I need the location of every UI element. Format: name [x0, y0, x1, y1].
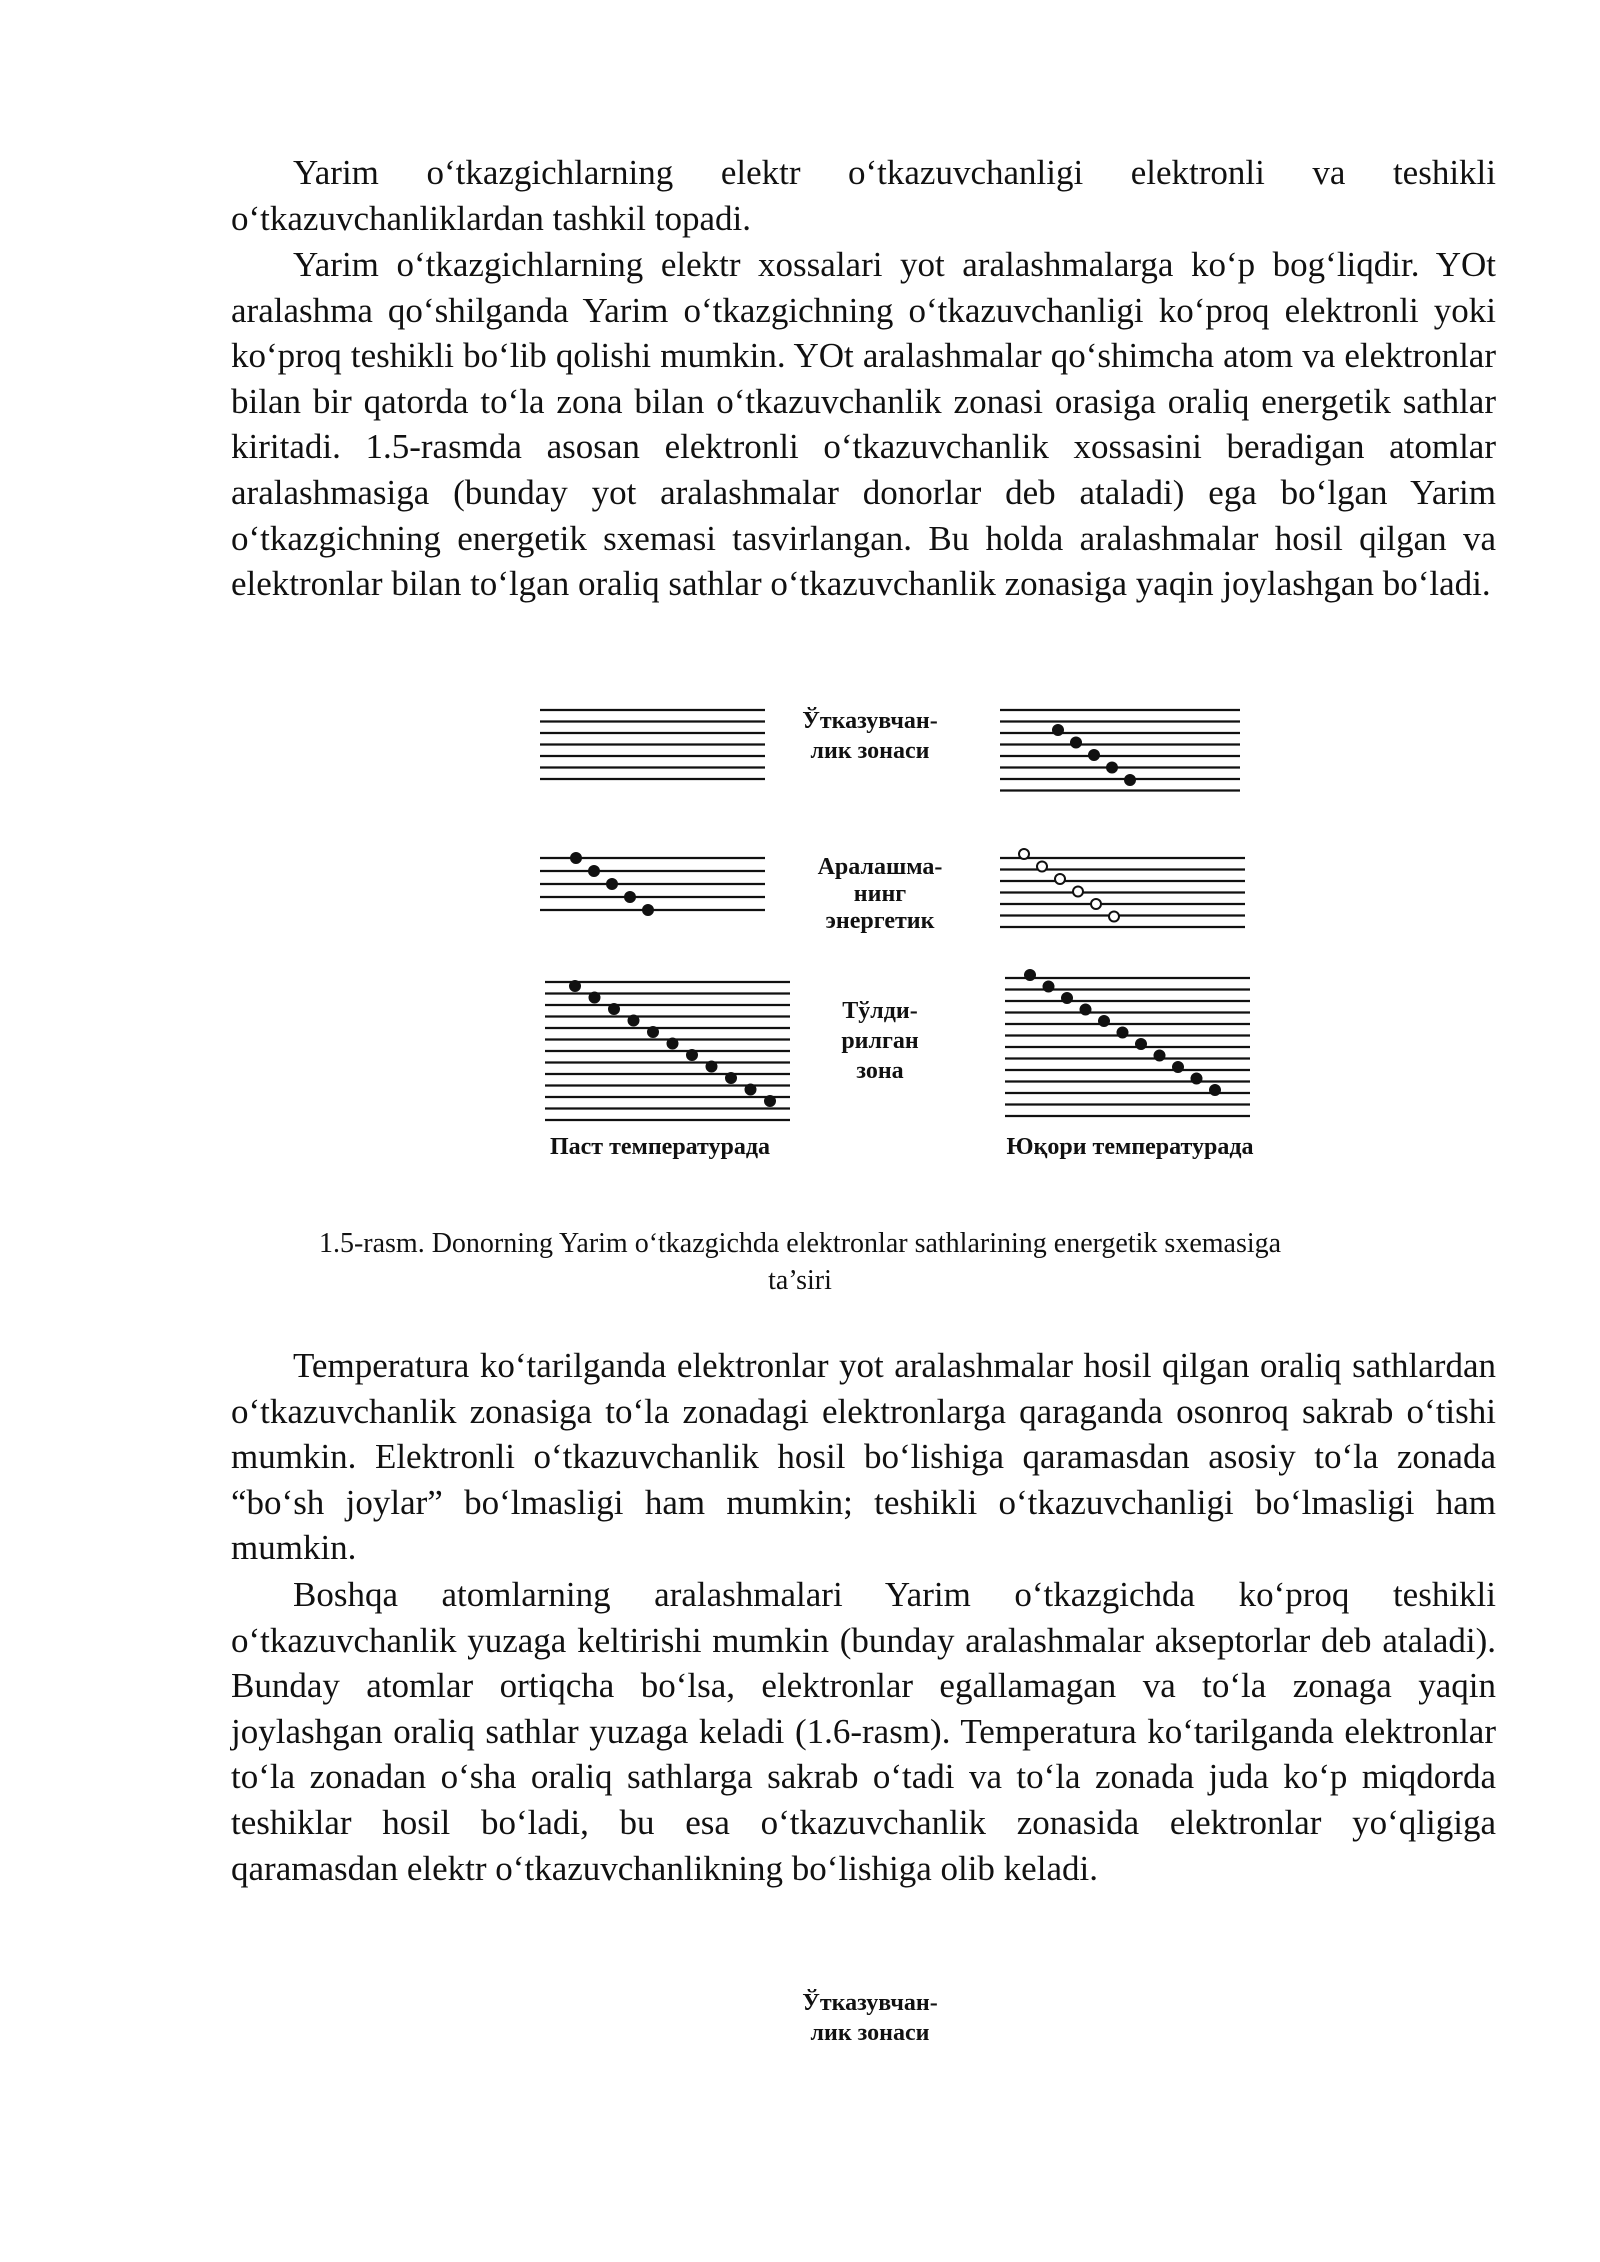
- next-figure-conduction-label: Ўтказувчан- лик зонаси: [802, 1990, 938, 2046]
- electron-dot: [643, 905, 653, 915]
- electron-dot: [726, 1073, 736, 1083]
- paragraph-3: Temperatura ko‘tarilganda elektronlar yot aralashmalar hosil qilgan oraliq sathlardan o‘tkazuvchanlik zonasiga to‘la zonadagi elektronlarga qaraganda osonroq sakrab o‘tishi mumkin. Elektronli o‘tkazuvchanlik hosil bo‘lishiga qaramasdan asosiy to‘la zonada “bo‘sh joylar” bo‘lmasligi ham mumkin; teshikli o‘tkazuvchanligi bo‘lmasligi ham mumkin.: [231, 1346, 1496, 1568]
- vacant-level-dot: [1055, 874, 1065, 884]
- electron-dot: [1192, 1074, 1202, 1084]
- electron-dot: [607, 879, 617, 889]
- vacant-level-dot: [1019, 849, 1029, 859]
- electron-dot: [687, 1050, 697, 1060]
- label-low-temperature: Паст температурада: [549, 1134, 771, 1160]
- paragraph-1: Yarim o‘tkazgichlarning elektr o‘tkazuvchanligi elektronli va teshikli o‘tkazuvchanliklardan tashkil topadi.: [231, 153, 1496, 238]
- electron-dot: [1155, 1051, 1165, 1061]
- electron-dot: [1025, 970, 1035, 980]
- vacant-level-dot: [1073, 887, 1083, 897]
- label-impurity-levels: Аралашма- нинг энергетик: [817, 854, 943, 934]
- electron-dot: [570, 981, 580, 991]
- electron-dot: [1089, 750, 1099, 760]
- electron-dot: [1136, 1039, 1146, 1049]
- electron-dot: [589, 866, 599, 876]
- electron-dot: [648, 1027, 658, 1037]
- electron-dot: [1107, 763, 1117, 773]
- electron-dot: [1044, 982, 1054, 992]
- paragraph-2: Yarim o‘tkazgichlarning elektr xossalari yot aralashmalarga ko‘p bog‘liqdir. YOt aralashma qo‘shilganda Yarim o‘tkazgichning o‘tkazuvchanligi ko‘proq elektronli yoki ko‘proq teshikli bo‘lib qolishi mumkin. YOt aralashmalar qo‘shimcha atom va elektronlar bilan bir qatorda to‘la zona bilan o‘tkazuvchanlik zonasi orasiga oraliq energetik sathlar kiritadi. 1.5-rasmda asosan elektronli o‘tkazuvchanlik xossasini beradigan atomlar aralashmasiga (bunday yot aralashmalar donorlar deb ataladi) ega bo‘lgan Yarim o‘tkazgichning energetik sxemasi tasvirlangan. Bu holda aralashmalar hosil qilgan va elektronlar bilan to‘lgan oraliq sathlar o‘tkazuvchanlik zonasiga yaqin joylashgan bo‘ladi.: [231, 245, 1496, 604]
- electron-dot: [609, 1004, 619, 1014]
- paragraph-4: Boshqa atomlarning aralashmalari Yarim o‘tkazgichda ko‘proq teshikli o‘tkazuvchanlik yuzaga keltirishi mumkin (bunday aralashmalar akseptorlar deb ataladi). Bunday atomlar ortiqcha bo‘lsa, elektronlar egallamagan va to‘la zonaga yaqin joylashgan oraliq sathlar yuzaga keladi (1.6-rasm). Temperatura ko‘tarilganda elektronlar to‘la zonadan o‘sha oraliq sathlarga sakrab o‘tadi va to‘la zonada juda ko‘p miqdorda teshiklar hosil bo‘ladi, bu esa o‘tkazuvchanlik zonasida elektronlar yo‘qligiga qaramasdan elektr o‘tkazuvchanlikning bo‘lishiga olib keladi.: [231, 1575, 1496, 1888]
- electron-dot: [1071, 738, 1081, 748]
- vacant-level-dot: [1109, 912, 1119, 922]
- electron-dot: [571, 853, 581, 863]
- label-high-temperature: Юқори температурада: [1006, 1134, 1254, 1160]
- electron-dot: [707, 1062, 717, 1072]
- electron-dot: [1081, 1005, 1091, 1015]
- electron-dot: [765, 1096, 775, 1106]
- electron-dot: [668, 1039, 678, 1049]
- electron-dot: [746, 1085, 756, 1095]
- label-filled-zone: Тўлди- рилган зона: [841, 998, 919, 1084]
- vacant-level-dot: [1037, 862, 1047, 872]
- electron-dot: [1053, 725, 1063, 735]
- label-conduction-zone: Ўтказувчан- лик зонаси: [802, 708, 938, 764]
- electron-dot: [1173, 1062, 1183, 1072]
- electron-dot: [1125, 775, 1135, 785]
- electron-dot: [1118, 1028, 1128, 1038]
- vacant-level-dot: [1091, 899, 1101, 909]
- electron-dot: [1099, 1016, 1109, 1026]
- electron-dot: [625, 892, 635, 902]
- electron-dot: [629, 1016, 639, 1026]
- electron-dot: [1062, 993, 1072, 1003]
- electron-dot: [590, 993, 600, 1003]
- figure-caption: 1.5-rasm. Donorning Yarim o‘tkazgichda elektronlar sathlarining energetik sxemasiga ta’siri: [318, 1228, 1282, 1296]
- electron-dot: [1210, 1085, 1220, 1095]
